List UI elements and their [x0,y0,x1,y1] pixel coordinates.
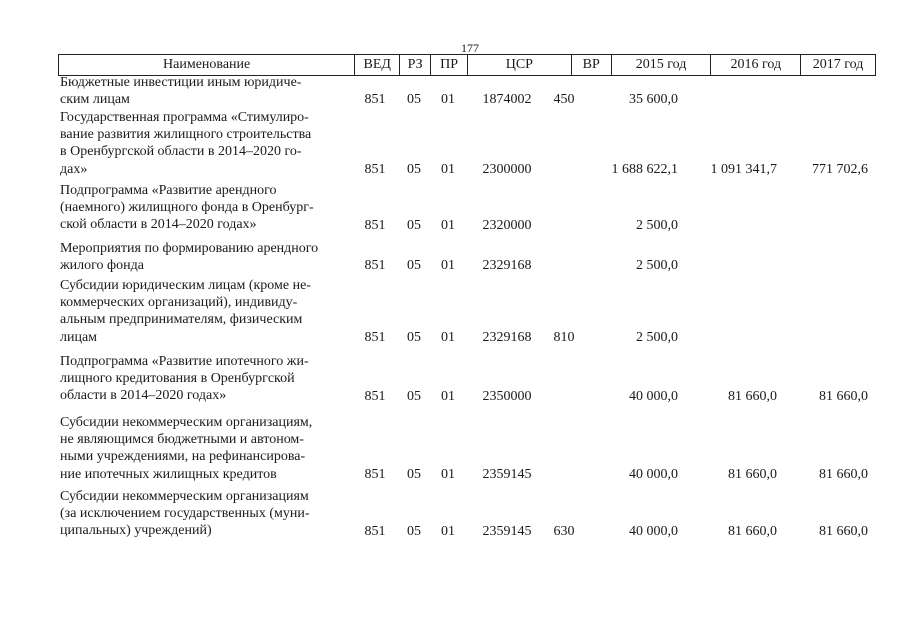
row-name [60,488,350,540]
row-name-line: Мероприятия по формированию арендного [60,241,319,256]
cell-rz: 05 [407,161,421,177]
row-name-line: Государственная программа «Стимулиро- [60,110,309,125]
row-name-line: Субсидии некоммерческим организациям [60,489,309,504]
row-name-line: вание развития жилищного строительства [60,127,312,143]
cell-csr: 2329168 [482,329,532,345]
row-name [60,353,350,405]
cell-y2015: 40 000,0 [629,466,678,482]
cell-ved: 851 [364,466,386,482]
cell-rz: 05 [407,388,421,404]
row-name [60,109,350,178]
row-name-line: ние ипотечных жилищных кредитов [60,466,277,482]
cell-y2017: 81 660,0 [819,388,868,404]
row-name-line: лицам [60,329,98,345]
table-row [0,74,905,108]
row-name-line: ской области в 2014–2020 годах» [60,217,257,233]
cell-csr: 1874002 [482,92,532,108]
cell-ved: 851 [364,92,386,108]
table-row [0,488,905,540]
table-row [0,353,905,405]
cell-ved: 851 [364,523,386,539]
header-2015: 2015 год [611,55,711,75]
header-name: Наименование [163,57,251,72]
cell-y2016: 81 660,0 [728,388,777,404]
cell-csr: 2350000 [482,388,532,404]
header-csr: ЦСР [467,55,571,75]
row-name-line: коммерческих организаций), индивиду- [60,295,298,311]
cell-y2017: 771 702,6 [812,161,868,177]
cell-vr: 630 [553,523,575,539]
cell-csr: 2329168 [482,258,532,274]
row-name [60,240,350,274]
row-name-line: (за исключением государственных (муни- [60,506,310,522]
cell-csr: 2320000 [482,217,532,233]
cell-pr: 01 [441,161,455,177]
row-name-line: ными учреждениями, на рефинансирова- [60,449,306,465]
cell-pr: 01 [441,523,455,539]
cell-ved: 851 [364,329,386,345]
row-name-line: альным предпринимателям, физическим [60,312,303,328]
page-number: 177 [461,41,479,55]
table-row [0,240,905,274]
row-name-line: Бюджетные инвестиции иным юридиче- [60,75,302,90]
row-name [60,277,350,346]
table-row [0,182,905,234]
row-name [60,414,350,483]
cell-pr: 01 [441,329,455,345]
cell-ved: 851 [364,258,386,274]
row-name-line: ским лицам [60,92,130,108]
cell-y2015: 2 500,0 [636,258,678,274]
cell-pr: 01 [441,388,455,404]
row-name-line: Подпрограмма «Развитие арендного [60,183,277,198]
cell-rz: 05 [407,523,421,539]
cell-y2015: 40 000,0 [629,523,678,539]
row-name-line: Субсидии юридическим лицам (кроме не- [60,278,311,293]
header-vr: ВР [571,55,611,75]
cell-y2016: 1 091 341,7 [710,161,777,177]
table-header [58,54,876,76]
cell-y2015: 40 000,0 [629,388,678,404]
cell-ved: 851 [364,388,386,404]
cell-y2015: 1 688 622,1 [611,161,678,177]
header-ved: ВЕД [354,55,399,75]
cell-y2017: 81 660,0 [819,466,868,482]
header-pr: ПР [430,55,467,75]
row-name-line: Подпрограмма «Развитие ипотечного жи- [60,354,309,369]
cell-rz: 05 [407,217,421,233]
cell-pr: 01 [441,466,455,482]
row-name-line: ципальных) учреждений) [60,523,212,539]
cell-y2015: 2 500,0 [636,217,678,233]
cell-y2016: 81 660,0 [728,523,777,539]
table-row [0,109,905,178]
cell-pr: 01 [441,92,455,108]
row-name-line: жилого фонда [60,258,144,274]
cell-ved: 851 [364,161,386,177]
row-name-line: дах» [60,161,88,177]
cell-rz: 05 [407,92,421,108]
row-name-line: области в 2014–2020 годах» [60,388,227,404]
cell-y2015: 2 500,0 [636,329,678,345]
cell-pr: 01 [441,258,455,274]
header-2016: 2016 год [710,55,800,75]
cell-csr: 2359145 [482,466,532,482]
table-row [0,414,905,483]
row-name-line: (наемного) жилищного фонда в Оренбург- [60,200,314,216]
cell-csr: 2359145 [482,523,532,539]
row-name-line: в Оренбургской области в 2014–2020 го- [60,144,302,160]
cell-vr: 450 [553,92,575,108]
cell-ved: 851 [364,217,386,233]
cell-y2017: 81 660,0 [819,523,868,539]
cell-y2015: 35 600,0 [629,92,678,108]
row-name-line: лищного кредитования в Оренбургской [60,371,295,387]
row-name [60,182,350,234]
row-name-line: Субсидии некоммерческим организациям, [60,415,313,430]
cell-rz: 05 [407,258,421,274]
table-row [0,277,905,346]
header-2017: 2017 год [800,55,875,75]
row-name [60,74,350,108]
cell-vr: 810 [553,329,575,345]
cell-csr: 2300000 [482,161,532,177]
cell-rz: 05 [407,329,421,345]
header-rz: РЗ [399,55,430,75]
cell-rz: 05 [407,466,421,482]
row-name-line: не являющимся бюджетными и автоном- [60,432,304,448]
cell-y2016: 81 660,0 [728,466,777,482]
cell-pr: 01 [441,217,455,233]
